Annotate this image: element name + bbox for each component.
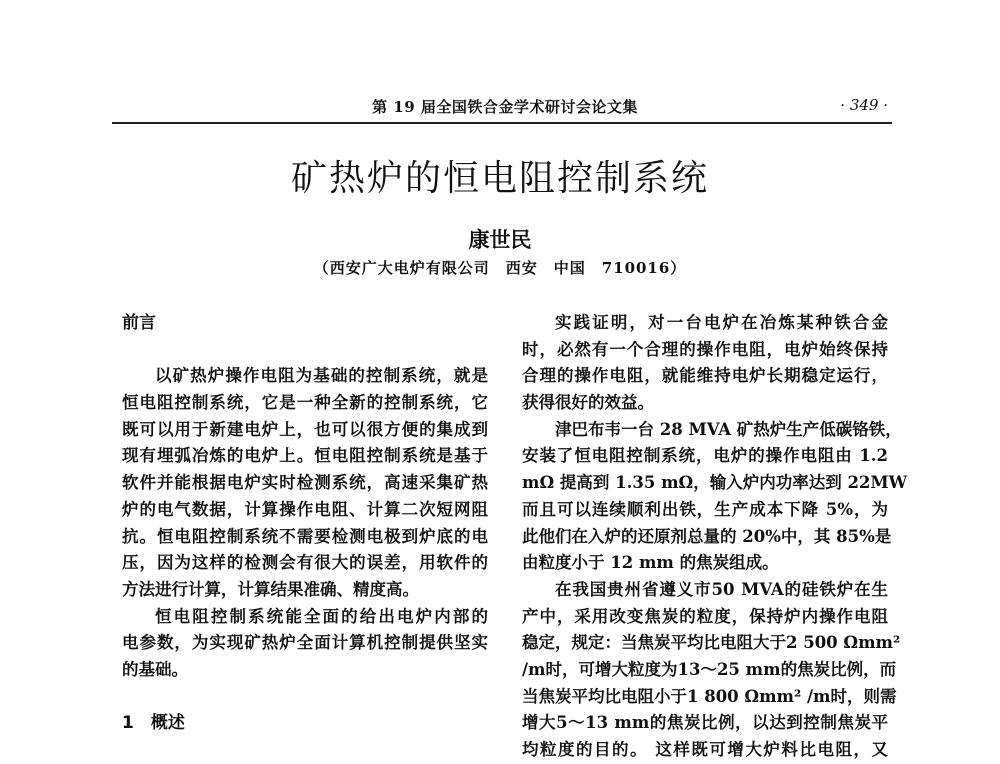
text-line: 抗。恒电阻控制系统不需要检测电极到炉底的电	[122, 526, 488, 546]
paper-title: 矿热炉的恒电阻控制系统	[290, 158, 709, 199]
text-line: 恒电阻控制系统能全面的给出电炉内部的	[155, 606, 488, 626]
text-line: 以矿热炉操作电阻为基础的控制系统，就是	[155, 366, 488, 386]
text-line: 而且可以连续顺利出铁，生产成本下降 5%，为	[522, 499, 888, 519]
header-rule	[112, 122, 892, 124]
right-column	[522, 310, 908, 764]
text-line: 产中，采用改变焦炭的粒度，保持炉内操作电阻	[522, 606, 888, 626]
text-line: 现有埋弧冶炼的电炉上。恒电阻控制系统是基于	[122, 446, 488, 466]
text-line: 增大5～13 mm的焦炭比例，以达到控制焦炭平	[522, 713, 888, 733]
text-line: 此他们在入炉的还原剂总量的 20%中，其 85%是	[522, 526, 892, 546]
author-name: 康世民	[468, 227, 532, 252]
text-line: 在我国贵州省遵义市50 MVA的硅铁炉在生	[555, 579, 888, 599]
text-line: 既可以用于新建电炉上，也可以很方便的集成到	[122, 419, 488, 439]
text-line: 压，因为这样的检测会有很大的误差，用软件的	[122, 553, 488, 573]
text-line: 安装了恒电阻控制系统，电炉的操作电阻由 1.2	[522, 446, 888, 466]
text-line: 恒电阻控制系统，它是一种全新的控制系统，它	[122, 393, 488, 413]
text-line: 时，必然有一个合理的操作电阻，电炉始终保持	[522, 339, 888, 359]
text-line: 获得很好的效益。	[522, 393, 654, 413]
text-line: 实践证明，对一台电炉在冶炼某种铁合金	[555, 313, 888, 332]
text-line: 津巴布韦一台 28 MVA 矿热炉生产低碳铬铁，	[555, 419, 902, 439]
left-column	[122, 310, 488, 737]
author-affiliation: （西安广大电炉有限公司 西安 中国 710016）	[313, 259, 687, 277]
text-line: 方法进行计算，计算结果准确、精度高。	[122, 579, 419, 599]
text-line: 均粒度的目的。 这样既可增大炉料比电阻，又	[522, 740, 888, 759]
page-number: · 349 ·	[840, 96, 888, 114]
section-heading-overview: 1 概述	[122, 713, 185, 734]
section-heading-preface: 前言	[122, 313, 156, 333]
text-line: 稳定，规定：当焦炭平均比电阻大于2 500 Ωmm²	[522, 633, 901, 653]
text-line: 电参数，为实现矿热炉全面计算机控制提供坚实	[122, 633, 488, 653]
text-line: 当焦炭平均比电阻小于1 800 Ωmm² /m时，则需	[522, 686, 897, 706]
text-line: 合理的操作电阻，就能维持电炉长期稳定运行，	[522, 366, 888, 386]
text-line: 软件并能根据电炉实时检测系统，高速采集矿热	[122, 473, 488, 493]
journal-title: 第 19 届全国铁合金学术研讨会论文集	[372, 98, 638, 116]
text-line: 由粒度小于 12 mm 的焦炭组成。	[522, 553, 779, 573]
running-header	[122, 96, 888, 118]
text-line: /m时，可增大粒度为13～25 mm的焦炭比例，而	[522, 659, 897, 679]
text-line: 的基础。	[122, 659, 188, 679]
text-line: 炉的电气数据，计算操作电阻、计算二次短网阻	[122, 499, 488, 519]
text-line: mΩ 提高到 1.35 mΩ，输入炉内功率达到 22MW	[522, 473, 908, 493]
